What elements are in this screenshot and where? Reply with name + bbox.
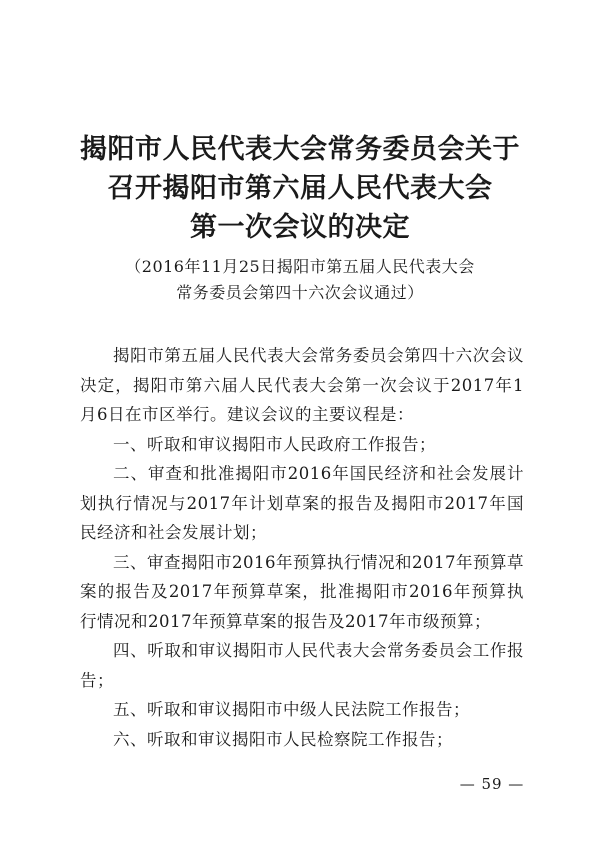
- agenda-item-6: 六、听取和审议揭阳市人民检察院工作报告；: [113, 729, 453, 749]
- title-line-3: 第一次会议的决定: [190, 212, 410, 243]
- title-line-2: 召开揭阳市第六届人民代表大会: [107, 173, 493, 204]
- body-paragraph-intro: 揭阳市第五届人民代表大会常务委员会第四十六次会议决定，揭阳市第六届人民代表大会第一次会议于2017年1月6日在市区举行。建议会议的主要议程是：: [80, 346, 524, 424]
- title-line-1: 揭阳市人民代表大会常务委员会关于: [80, 134, 520, 165]
- subtitle-line-1: （2016年11月25日揭阳市第五届人民代表大会: [125, 257, 475, 276]
- agenda-item-2: 二、审查和批准揭阳市2016年国民经济和社会发展计划执行情况与2017年计划草案的报告及揭阳市2017年国民经济和社会发展计划；: [80, 464, 524, 542]
- document-subtitle: [0, 254, 600, 306]
- agenda-item-5: 五、听取和审议揭阳市中级人民法院工作报告；: [113, 700, 470, 719]
- page-number: — 59 —: [459, 775, 525, 793]
- agenda-item-4: 四、听取和审议揭阳市人民代表大会常务委员会工作报告；: [80, 641, 524, 690]
- document-body: [80, 341, 524, 754]
- agenda-item-1: 一、听取和审议揭阳市人民政府工作报告；: [113, 434, 436, 454]
- document-title: [0, 130, 600, 247]
- agenda-item-3: 三、审查揭阳市2016年预算执行情况和2017年预算草案的报告及2017年预算草案，批准揭阳市2016年预算执行情况和2017年预算草案的报告及2017年市级预算；: [80, 552, 524, 631]
- subtitle-line-2: 常务委员会第四十六次会议通过）: [176, 283, 424, 302]
